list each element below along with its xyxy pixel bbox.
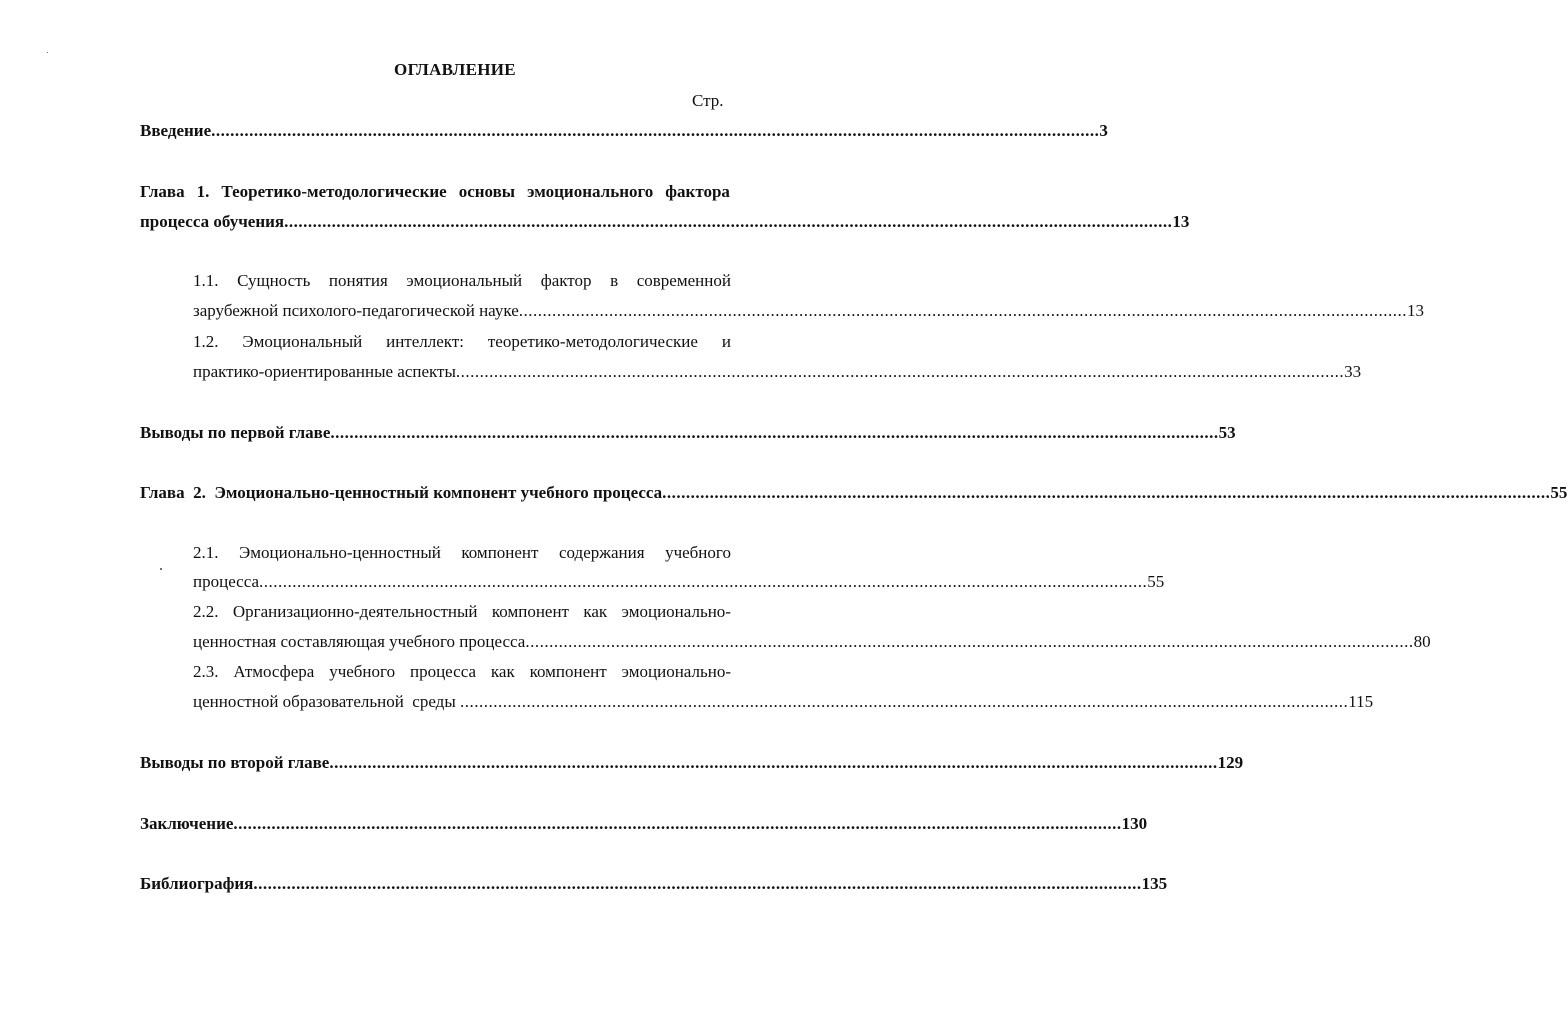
toc-entry-section-1-2[interactable] <box>193 331 731 353</box>
toc-entry-chapter-1-conclusions[interactable] <box>140 422 1236 444</box>
toc-entry-page: 135 <box>1141 874 1168 893</box>
toc-entry-page: 115 <box>1348 692 1374 711</box>
toc-entry-label: Выводы по первой главе <box>140 423 331 442</box>
toc-entry-intro[interactable] <box>140 120 1108 142</box>
word: как <box>583 602 608 621</box>
word: в <box>610 271 619 290</box>
toc-title: ОГЛАВЛЕНИЕ <box>394 60 516 79</box>
toc-entry-label: Введение <box>140 121 212 140</box>
word: понятия <box>328 271 388 290</box>
toc-entry-section-1-2-cont[interactable] <box>193 361 1362 383</box>
toc-entry-label: Библиография <box>140 874 254 893</box>
word: эмоциональный <box>406 271 523 290</box>
word: Сущность <box>237 271 311 290</box>
leader-dots: ........................................................................................................................................................................................... <box>233 814 1122 833</box>
toc-entry-section-2-1-cont[interactable] <box>193 571 1165 593</box>
toc-entry-section-1-1-cont[interactable] <box>193 300 1424 322</box>
toc-entry-section-2-2-cont[interactable] <box>193 631 1431 653</box>
word: компонент <box>529 662 607 681</box>
toc-entry-chapter-2-conclusions[interactable] <box>140 752 1244 774</box>
word: Теоретико-методологические <box>221 182 447 201</box>
toc-entry-section-2-2[interactable] <box>193 601 731 623</box>
word: фактор <box>540 271 592 290</box>
toc-entry-chapter-1[interactable] <box>140 181 730 203</box>
toc-entry-conclusion[interactable] <box>140 813 1148 835</box>
word: фактора <box>665 182 730 201</box>
leader-dots: ........................................................................................................................................................................................... <box>460 692 1349 711</box>
word: Эмоционально-ценностный <box>239 543 441 562</box>
toc-entry-page: 55 <box>1147 572 1165 591</box>
toc-entry-page: 13 <box>1407 301 1424 320</box>
toc-entry-label: Выводы по второй главе <box>140 753 330 772</box>
toc-entry-label: зарубежной психолого-педагогической науке <box>193 301 519 320</box>
leader-dots: ........................................................................................................................................................................................... <box>253 874 1142 893</box>
leader-dots: ........................................................................................................................................................................................... <box>525 632 1414 651</box>
word: 2.2. <box>193 602 219 621</box>
word: эмоционального <box>527 182 654 201</box>
word: процесса <box>409 662 476 681</box>
leader-dots: ........................................................................................................................................................................................... <box>330 423 1219 442</box>
toc-entry-page: 13 <box>1172 212 1190 231</box>
word: 1.2. <box>193 332 219 351</box>
leader-dots: ........................................................................................................................................................................................... <box>211 121 1100 140</box>
word: Атмосфера <box>233 662 315 681</box>
word: эмоционально- <box>621 602 731 621</box>
word: теоретико-методологические <box>487 332 698 351</box>
word: содержания <box>558 543 645 562</box>
word: учебного <box>665 543 731 562</box>
leader-dots: ........................................................................................................................................................................................... <box>284 212 1173 231</box>
word: основы <box>458 182 516 201</box>
toc-entry-page: 129 <box>1217 753 1244 772</box>
word: Организационно-деятельностный <box>232 602 478 621</box>
toc-entry-label: процесса обучения <box>140 212 285 231</box>
scan-speck <box>160 568 162 570</box>
leader-dots: ........................................................................................................................................................................................... <box>259 572 1148 591</box>
toc-entry-page: 80 <box>1413 632 1431 651</box>
word: как <box>490 662 515 681</box>
word: интеллект: <box>386 332 464 351</box>
toc-entry-section-2-3-cont[interactable] <box>193 691 1374 713</box>
word: Глава <box>140 182 185 201</box>
toc-entry-section-1-1[interactable] <box>193 270 731 292</box>
word: компонент <box>491 602 569 621</box>
toc-entry-page: 33 <box>1344 362 1362 381</box>
toc-entry-section-2-1[interactable] <box>193 542 731 564</box>
toc-entry-label: процесса <box>193 572 260 591</box>
toc-entry-label: практико-ориентированные аспекты <box>193 362 456 381</box>
word: и <box>721 332 731 351</box>
word: современной <box>636 271 731 290</box>
word: 2.3. <box>193 662 219 681</box>
toc-entry-section-2-3[interactable] <box>193 661 731 683</box>
leader-dots: ........................................................................................................................................................................................... <box>662 483 1551 502</box>
toc-entry-page: 130 <box>1121 814 1148 833</box>
word: эмоционально- <box>621 662 731 681</box>
toc-entry-page: 53 <box>1218 423 1236 442</box>
toc-entry-page: 55 <box>1550 483 1567 502</box>
toc-entry-page: 3 <box>1099 121 1108 140</box>
page-column-header: Стр. <box>692 91 724 110</box>
word: Эмоциональный <box>242 332 363 351</box>
toc-entry-label: ценностной образовательной среды <box>193 692 460 711</box>
word: 1. <box>196 182 210 201</box>
word: 1.1. <box>193 271 219 290</box>
toc-entry-chapter-2[interactable] <box>140 482 1567 504</box>
word: учебного <box>329 662 396 681</box>
leader-dots: ........................................................................................................................................................................................... <box>455 362 1345 381</box>
scan-speck <box>47 52 48 53</box>
toc-entry-label: ценностная составляющая учебного процесса <box>193 632 526 651</box>
word: компонент <box>461 543 539 562</box>
toc-entry-chapter-1-cont[interactable] <box>140 211 1190 233</box>
toc-entry-bibliography[interactable] <box>140 873 1168 895</box>
word: 2.1. <box>193 543 219 562</box>
toc-entry-label: Заключение <box>140 814 234 833</box>
leader-dots: ........................................................................................................................................................................................... <box>518 301 1407 320</box>
toc-entry-label: Глава 2. Эмоционально-ценностный компонент учебного процесса <box>140 483 663 502</box>
leader-dots: ........................................................................................................................................................................................... <box>329 753 1218 772</box>
